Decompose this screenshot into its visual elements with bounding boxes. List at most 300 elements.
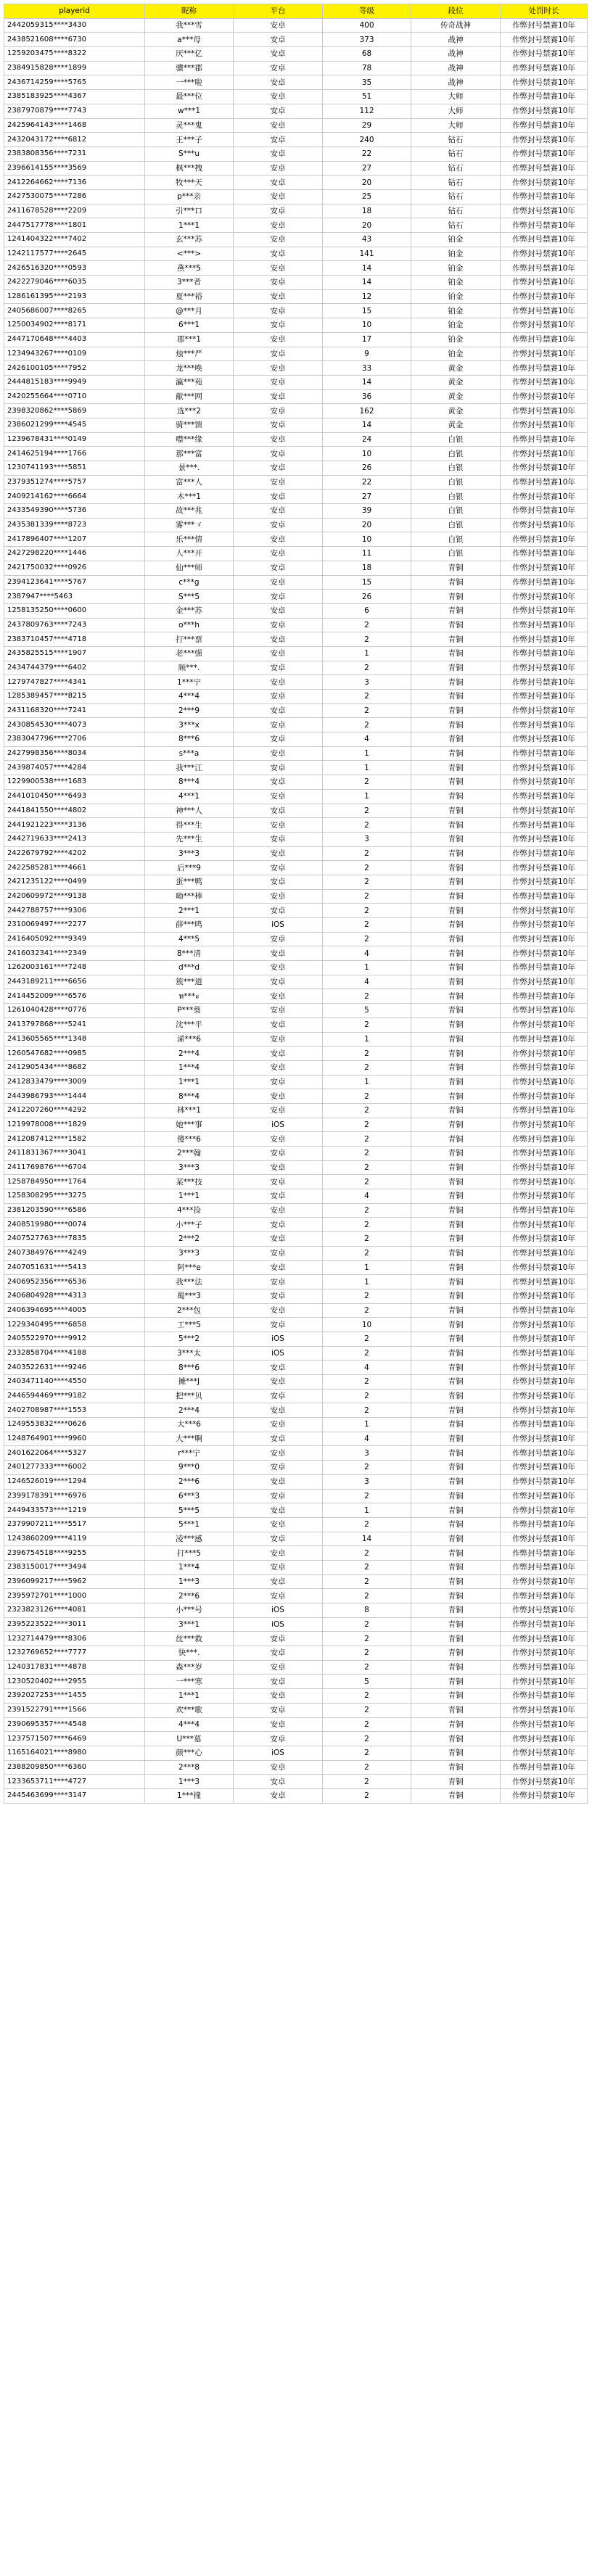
cell-level: 2 (323, 889, 411, 904)
cell-platform: 安卓 (234, 1017, 323, 1032)
cell-level: 26 (323, 461, 411, 476)
cell-platform: 安卓 (234, 447, 323, 461)
cell-rank: 青铜 (411, 961, 501, 975)
cell-playerid: 2430854530****4073 (4, 718, 145, 732)
cell-level: 2 (323, 1118, 411, 1132)
cell-penalty: 作弊封号禁赛10年 (501, 161, 588, 176)
cell-platform: 安卓 (234, 347, 323, 361)
cell-nickname: S***u (145, 146, 234, 161)
cell-level: 1 (323, 761, 411, 775)
table-row (4, 1218, 588, 1232)
cell-playerid: 2416405092****9349 (4, 932, 145, 946)
cell-penalty: 作弊封号禁赛10年 (501, 1760, 588, 1775)
cell-nickname: 1***宁 (145, 675, 234, 690)
cell-platform: 安卓 (234, 1689, 323, 1704)
cell-platform: 安卓 (234, 1275, 323, 1289)
cell-playerid: 2379351274****5757 (4, 475, 145, 490)
cell-platform: 安卓 (234, 18, 323, 33)
cell-level: 2 (323, 1017, 411, 1032)
cell-platform: 安卓 (234, 1574, 323, 1589)
cell-playerid: 1258135250****0600 (4, 603, 145, 618)
cell-penalty: 作弊封号禁赛10年 (501, 1632, 588, 1646)
cell-rank: 白银 (411, 504, 501, 519)
cell-penalty: 作弊封号禁赛10年 (501, 1160, 588, 1175)
cell-penalty: 作弊封号禁赛10年 (501, 233, 588, 247)
table-row (4, 447, 588, 461)
cell-rank: 青铜 (411, 1788, 501, 1803)
cell-playerid: 1243860209****4119 (4, 1532, 145, 1546)
cell-rank: 青铜 (411, 603, 501, 618)
cell-playerid: 2435381339****8723 (4, 518, 145, 532)
cell-rank: 铂金 (411, 332, 501, 347)
cell-penalty: 作弊封号禁赛10年 (501, 804, 588, 818)
cell-penalty: 作弊封号禁赛10年 (501, 518, 588, 532)
cell-rank: 白银 (411, 461, 501, 476)
cell-level: 1 (323, 1260, 411, 1275)
cell-platform: 安卓 (234, 590, 323, 604)
cell-platform: 安卓 (234, 1589, 323, 1603)
cell-level: 2 (323, 918, 411, 933)
cell-penalty: 作弊封号禁赛10年 (501, 1546, 588, 1561)
cell-playerid: 2394123641****5767 (4, 575, 145, 590)
cell-playerid: 2411769876****6704 (4, 1160, 145, 1175)
cell-platform: 安卓 (234, 818, 323, 833)
cell-platform: 安卓 (234, 1446, 323, 1461)
cell-rank: 铂金 (411, 261, 501, 276)
cell-platform: 安卓 (234, 1004, 323, 1018)
table-row (4, 1461, 588, 1475)
cell-nickname: 4***4 (145, 690, 234, 704)
table-row (4, 1532, 588, 1546)
cell-rank: 青铜 (411, 932, 501, 946)
cell-level: 2 (323, 989, 411, 1004)
cell-level: 1 (323, 789, 411, 804)
cell-platform: 安卓 (234, 1189, 323, 1204)
cell-penalty: 作弊封号禁赛10年 (501, 289, 588, 304)
table-row (4, 90, 588, 104)
cell-platform: 安卓 (234, 33, 323, 47)
cell-playerid: 2396754518****9255 (4, 1546, 145, 1561)
cell-rank: 大师 (411, 90, 501, 104)
cell-level: 2 (323, 775, 411, 790)
cell-nickname: 乐***情 (145, 532, 234, 547)
cell-level: 14 (323, 375, 411, 389)
cell-penalty: 作弊封号禁赛10年 (501, 1788, 588, 1803)
cell-level: 20 (323, 518, 411, 532)
table-row (4, 1732, 588, 1746)
cell-playerid: 2383150017****3494 (4, 1560, 145, 1574)
cell-platform: 安卓 (234, 1546, 323, 1561)
cell-nickname: 2***6 (145, 1474, 234, 1489)
cell-playerid: 2398320862****5869 (4, 404, 145, 418)
cell-playerid: 2412087412****1582 (4, 1132, 145, 1147)
table-row (4, 1517, 588, 1532)
cell-playerid: 2447517778****1801 (4, 218, 145, 233)
cell-level: 2 (323, 1103, 411, 1118)
cell-level: 43 (323, 233, 411, 247)
cell-platform: 安卓 (234, 1660, 323, 1675)
cell-penalty: 作弊封号禁赛10年 (501, 1517, 588, 1532)
cell-platform: 安卓 (234, 118, 323, 133)
cell-level: 2 (323, 1788, 411, 1803)
cell-penalty: 作弊封号禁赛10年 (501, 47, 588, 62)
cell-playerid: 2387970879****7743 (4, 104, 145, 118)
cell-platform: 安卓 (234, 1675, 323, 1689)
cell-penalty: 作弊封号禁赛10年 (501, 389, 588, 404)
cell-nickname: 后***9 (145, 861, 234, 875)
header-nickname: 昵称 (145, 4, 234, 19)
cell-level: 2 (323, 1389, 411, 1403)
cell-penalty: 作弊封号禁赛10年 (501, 318, 588, 333)
cell-rank: 青铜 (411, 1775, 501, 1789)
cell-platform: 安卓 (234, 732, 323, 747)
cell-playerid: 2408519980****0074 (4, 1218, 145, 1232)
cell-platform: 安卓 (234, 532, 323, 547)
table-row (4, 1103, 588, 1118)
cell-penalty: 作弊封号禁赛10年 (501, 1246, 588, 1260)
cell-platform: 安卓 (234, 61, 323, 75)
table-row (4, 75, 588, 90)
table-row (4, 690, 588, 704)
cell-level: 1 (323, 1075, 411, 1089)
cell-level: 5 (323, 1004, 411, 1018)
cell-platform: 安卓 (234, 1132, 323, 1147)
cell-level: 10 (323, 1318, 411, 1332)
cell-level: 2 (323, 661, 411, 675)
cell-rank: 钻石 (411, 146, 501, 161)
table-row (4, 289, 588, 304)
cell-platform: 安卓 (234, 104, 323, 118)
cell-platform: 安卓 (234, 1461, 323, 1475)
cell-playerid: 2387947****5463 (4, 590, 145, 604)
cell-rank: 青铜 (411, 1361, 501, 1375)
cell-platform: iOS (234, 1617, 323, 1632)
table-row (4, 361, 588, 376)
cell-penalty: 作弊封号禁赛10年 (501, 1361, 588, 1375)
cell-playerid: 2421235122****0499 (4, 875, 145, 889)
cell-rank: 青铜 (411, 989, 501, 1004)
cell-playerid: 2443189211****6656 (4, 975, 145, 989)
cell-nickname: 大***啊 (145, 1432, 234, 1446)
cell-level: 2 (323, 718, 411, 732)
cell-playerid: 2422279046****6035 (4, 276, 145, 290)
table-row (4, 761, 588, 775)
cell-playerid: 1258308295****3275 (4, 1189, 145, 1204)
cell-platform: 安卓 (234, 1489, 323, 1503)
cell-rank: 青铜 (411, 1303, 501, 1318)
cell-nickname: 玄***苏 (145, 233, 234, 247)
cell-rank: 青铜 (411, 1203, 501, 1218)
cell-rank: 白银 (411, 518, 501, 532)
cell-nickname: 3***3 (145, 1160, 234, 1175)
table-row (4, 1275, 588, 1289)
cell-penalty: 作弊封号禁赛10年 (501, 1446, 588, 1461)
cell-rank: 青铜 (411, 1332, 501, 1346)
table-row (4, 875, 588, 889)
cell-playerid: 2439874057****4284 (4, 761, 145, 775)
cell-rank: 青铜 (411, 1046, 501, 1061)
cell-level: 2 (323, 690, 411, 704)
table-row (4, 1403, 588, 1418)
table-row (4, 603, 588, 618)
cell-penalty: 作弊封号禁赛10年 (501, 1175, 588, 1189)
table-row (4, 1147, 588, 1161)
cell-playerid: 1229340495****6858 (4, 1318, 145, 1332)
table-row (4, 1703, 588, 1717)
cell-platform: 安卓 (234, 1218, 323, 1232)
cell-level: 1 (323, 1503, 411, 1518)
cell-penalty: 作弊封号禁赛10年 (501, 75, 588, 90)
cell-level: 2 (323, 846, 411, 861)
cell-playerid: 2383808356****7231 (4, 146, 145, 161)
cell-playerid: 2409214162****6664 (4, 490, 145, 504)
cell-penalty: 作弊封号禁赛10年 (501, 1461, 588, 1475)
cell-penalty: 作弊封号禁赛10年 (501, 1089, 588, 1104)
table-row (4, 1318, 588, 1332)
cell-nickname: 2***8 (145, 1760, 234, 1775)
cell-level: 2 (323, 1160, 411, 1175)
table-row (4, 1546, 588, 1561)
cell-playerid: 2323823126****4081 (4, 1603, 145, 1618)
cell-playerid: 1248764901****9960 (4, 1432, 145, 1446)
cell-playerid: 1279747827****4341 (4, 675, 145, 690)
table-row (4, 575, 588, 590)
cell-platform: 安卓 (234, 889, 323, 904)
cell-playerid: 2392027253****1455 (4, 1689, 145, 1704)
cell-playerid: 2426100105****7952 (4, 361, 145, 376)
cell-platform: 安卓 (234, 1361, 323, 1375)
cell-nickname: 浠***6 (145, 1032, 234, 1046)
cell-rank: 青铜 (411, 1446, 501, 1461)
table-row (4, 1560, 588, 1574)
cell-penalty: 作弊封号禁赛10年 (501, 761, 588, 775)
table-row (4, 490, 588, 504)
cell-rank: 青铜 (411, 1660, 501, 1675)
cell-level: 78 (323, 61, 411, 75)
cell-penalty: 作弊封号禁赛10年 (501, 461, 588, 476)
cell-penalty: 作弊封号禁赛10年 (501, 547, 588, 561)
cell-penalty: 作弊封号禁赛10年 (501, 1660, 588, 1675)
cell-playerid: 2420255664****0710 (4, 389, 145, 404)
cell-rank: 青铜 (411, 1004, 501, 1018)
cell-platform: 安卓 (234, 375, 323, 389)
cell-nickname: 骑***馈 (145, 418, 234, 432)
cell-platform: 安卓 (234, 1503, 323, 1518)
cell-playerid: 1246526019****1294 (4, 1474, 145, 1489)
cell-level: 20 (323, 218, 411, 233)
cell-level: 2 (323, 875, 411, 889)
cell-rank: 青铜 (411, 1132, 501, 1147)
cell-penalty: 作弊封号禁赛10年 (501, 1017, 588, 1032)
cell-rank: 青铜 (411, 918, 501, 933)
cell-penalty: 作弊封号禁赛10年 (501, 490, 588, 504)
cell-playerid: 1250034902****8171 (4, 318, 145, 333)
cell-playerid: 2413605565****1348 (4, 1032, 145, 1046)
cell-penalty: 作弊封号禁赛10年 (501, 1118, 588, 1132)
cell-platform: 安卓 (234, 1289, 323, 1303)
cell-nickname: 8***6 (145, 732, 234, 747)
cell-rank: 青铜 (411, 1746, 501, 1760)
cell-rank: 青铜 (411, 975, 501, 989)
cell-platform: 安卓 (234, 261, 323, 276)
cell-nickname: s***a (145, 746, 234, 761)
cell-nickname: 我***雪 (145, 18, 234, 33)
cell-level: 10 (323, 447, 411, 461)
cell-penalty: 作弊封号禁赛10年 (501, 1560, 588, 1574)
cell-level: 2 (323, 1046, 411, 1061)
cell-playerid: 1219978008****1829 (4, 1118, 145, 1132)
cell-playerid: 2403471140****4550 (4, 1375, 145, 1390)
cell-playerid: 2407051631****5413 (4, 1260, 145, 1275)
cell-playerid: 2412207260****4292 (4, 1103, 145, 1118)
cell-nickname: S***5 (145, 590, 234, 604)
cell-platform: 安卓 (234, 404, 323, 418)
cell-platform: 安卓 (234, 861, 323, 875)
cell-platform: 安卓 (234, 1560, 323, 1574)
cell-nickname: 龙***唤 (145, 361, 234, 376)
cell-penalty: 作弊封号禁赛10年 (501, 404, 588, 418)
cell-nickname: 3***太 (145, 1346, 234, 1361)
table-row (4, 404, 588, 418)
table-row (4, 1474, 588, 1489)
table-row (4, 1004, 588, 1018)
cell-level: 8 (323, 1603, 411, 1618)
cell-level: 39 (323, 504, 411, 519)
cell-playerid: 2437809763****7243 (4, 618, 145, 632)
table-row (4, 418, 588, 432)
cell-platform: 安卓 (234, 989, 323, 1004)
cell-rank: 青铜 (411, 1432, 501, 1446)
cell-nickname: 选***2 (145, 404, 234, 418)
cell-platform: 安卓 (234, 1203, 323, 1218)
cell-level: 22 (323, 146, 411, 161)
cell-nickname: 小***号 (145, 1603, 234, 1618)
cell-playerid: 2442788757****9306 (4, 904, 145, 918)
cell-level: 3 (323, 832, 411, 846)
cell-playerid: 2431168320****7241 (4, 703, 145, 718)
cell-platform: 安卓 (234, 675, 323, 690)
cell-level: 3 (323, 1474, 411, 1489)
cell-rank: 青铜 (411, 1060, 501, 1075)
cell-platform: 安卓 (234, 1703, 323, 1717)
cell-playerid: 1232714479****8306 (4, 1632, 145, 1646)
table-row (4, 1203, 588, 1218)
cell-rank: 白银 (411, 475, 501, 490)
cell-rank: 铂金 (411, 233, 501, 247)
cell-level: 35 (323, 75, 411, 90)
cell-nickname: U***墓 (145, 1732, 234, 1746)
cell-platform: 安卓 (234, 975, 323, 989)
cell-nickname: 郡***1 (145, 332, 234, 347)
table-row (4, 1418, 588, 1432)
table-row (4, 590, 588, 604)
cell-playerid: 2427298220****1446 (4, 547, 145, 561)
table-row (4, 946, 588, 961)
cell-level: 2 (323, 1689, 411, 1704)
table-row (4, 1432, 588, 1446)
cell-nickname: 燕***5 (145, 261, 234, 276)
cell-nickname: 灵***鬼 (145, 118, 234, 133)
table-row (4, 375, 588, 389)
cell-nickname: 蛋***鸭 (145, 875, 234, 889)
cell-platform: 安卓 (234, 218, 323, 233)
cell-rank: 战神 (411, 33, 501, 47)
cell-nickname: 1***撞 (145, 1788, 234, 1803)
cell-nickname: 4***1 (145, 789, 234, 804)
table-row (4, 1303, 588, 1318)
cell-penalty: 作弊封号禁赛10年 (501, 1617, 588, 1632)
cell-penalty: 作弊封号禁赛10年 (501, 418, 588, 432)
cell-platform: 安卓 (234, 1103, 323, 1118)
cell-nickname: 8***4 (145, 775, 234, 790)
cell-platform: 安卓 (234, 646, 323, 661)
cell-playerid: 2427998356****8034 (4, 746, 145, 761)
cell-penalty: 作弊封号禁赛10年 (501, 1675, 588, 1689)
cell-level: 27 (323, 161, 411, 176)
cell-level: 2 (323, 1289, 411, 1303)
cell-level: 2 (323, 818, 411, 833)
cell-level: 12 (323, 289, 411, 304)
cell-playerid: 2443986793****1444 (4, 1089, 145, 1104)
cell-rank: 青铜 (411, 1289, 501, 1303)
cell-rank: 铂金 (411, 289, 501, 304)
cell-platform: 安卓 (234, 1532, 323, 1546)
cell-rank: 青铜 (411, 1689, 501, 1704)
table-row (4, 732, 588, 747)
cell-penalty: 作弊封号禁赛10年 (501, 1732, 588, 1746)
cell-playerid: 2411678528****2209 (4, 204, 145, 218)
cell-nickname: 3***者 (145, 276, 234, 290)
cell-rank: 黄金 (411, 418, 501, 432)
cell-rank: 青铜 (411, 1632, 501, 1646)
cell-penalty: 作弊封号禁赛10年 (501, 61, 588, 75)
cell-playerid: 2441010450****6493 (4, 789, 145, 804)
cell-penalty: 作弊封号禁赛10年 (501, 1132, 588, 1147)
cell-penalty: 作弊封号禁赛10年 (501, 146, 588, 161)
table-row (4, 104, 588, 118)
cell-platform: 安卓 (234, 1232, 323, 1247)
cell-nickname: 夏***裕 (145, 289, 234, 304)
cell-penalty: 作弊封号禁赛10年 (501, 889, 588, 904)
table-row (4, 1788, 588, 1803)
cell-platform: iOS (234, 918, 323, 933)
table-row (4, 1375, 588, 1390)
cell-level: 162 (323, 404, 411, 418)
table-row (4, 1017, 588, 1032)
banned-players-table (4, 4, 588, 1804)
cell-playerid: 2395223522****3011 (4, 1617, 145, 1632)
cell-level: 4 (323, 1361, 411, 1375)
cell-level: 2 (323, 1375, 411, 1390)
cell-platform: 安卓 (234, 547, 323, 561)
cell-penalty: 作弊封号禁赛10年 (501, 1503, 588, 1518)
cell-nickname: 1***3 (145, 1775, 234, 1789)
table-row (4, 1646, 588, 1661)
cell-nickname: 1***1 (145, 1075, 234, 1089)
cell-platform: 安卓 (234, 133, 323, 147)
cell-penalty: 作弊封号禁赛10年 (501, 632, 588, 647)
cell-platform: 安卓 (234, 332, 323, 347)
cell-nickname: 摊***J (145, 1375, 234, 1390)
cell-nickname: 凌***感 (145, 1532, 234, 1546)
cell-level: 2 (323, 1632, 411, 1646)
cell-level: 373 (323, 33, 411, 47)
cell-nickname: 沈***平 (145, 1017, 234, 1032)
cell-platform: 安卓 (234, 161, 323, 176)
cell-penalty: 作弊封号禁赛10年 (501, 932, 588, 946)
table-row (4, 846, 588, 861)
cell-penalty: 作弊封号禁赛10年 (501, 1775, 588, 1789)
